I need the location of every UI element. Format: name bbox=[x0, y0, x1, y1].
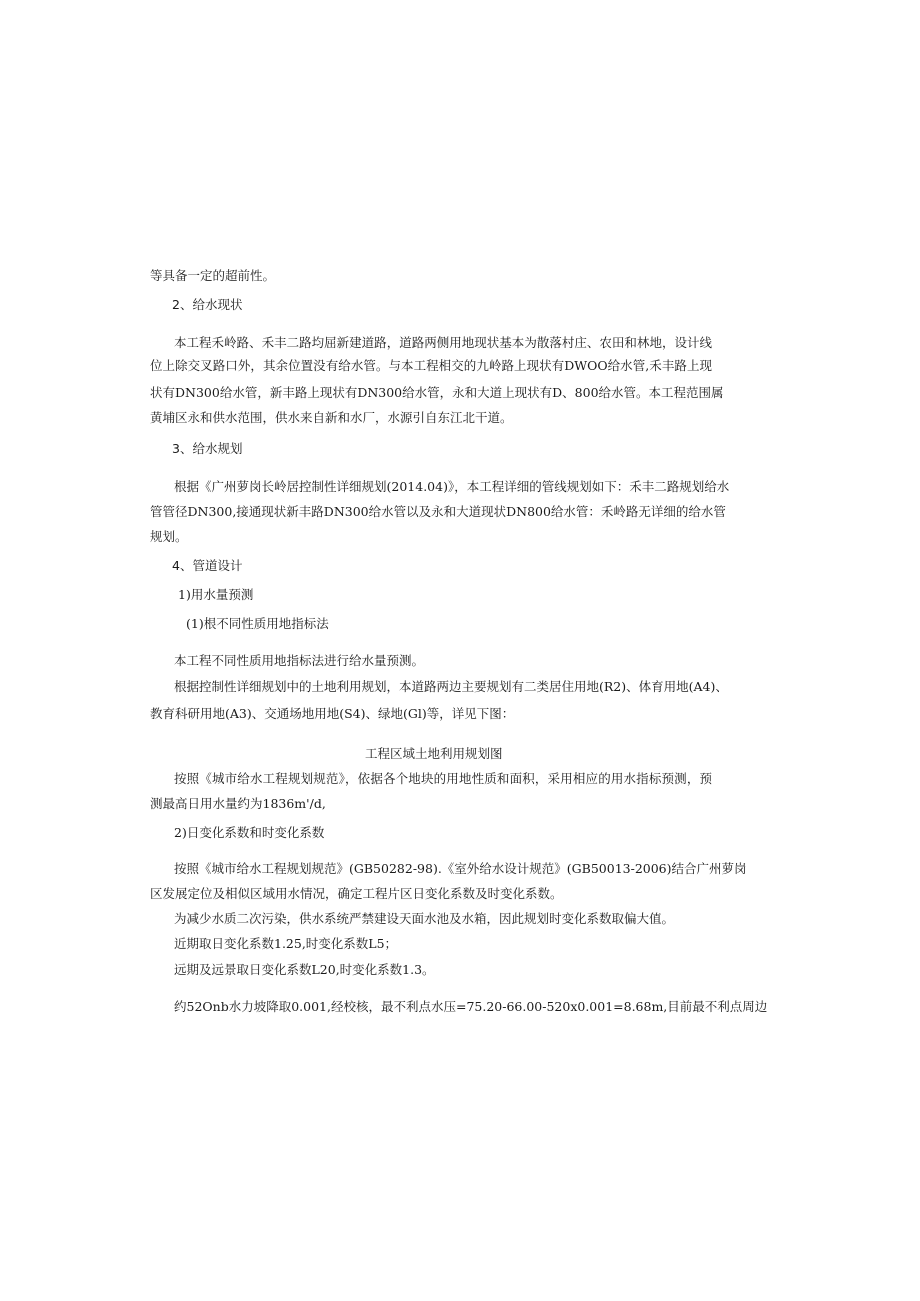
text-line: 远期及远景取日变化系数L20,时变化系数1.3。 bbox=[174, 962, 435, 977]
subsection-heading: 1)用水量预测 bbox=[178, 587, 254, 602]
text-line: 本工程不同性质用地指标法进行给水量预测。 bbox=[174, 653, 425, 668]
section-heading: 3、给水规划 bbox=[172, 441, 243, 456]
text-line: 本工程禾岭路、禾丰二路均屈新建道路，道路两侧用地现状基本为散落村庄、农田和林地，设计线 bbox=[174, 335, 712, 350]
text-line: 等具备一定的超前性。 bbox=[150, 268, 276, 283]
subsection-heading: 2)日变化系数和时变化系数 bbox=[174, 825, 325, 840]
text-line: 区发展定位及相似区域用水情况，确定工程片区日变化系数及时变化系数。 bbox=[150, 886, 563, 901]
text-line: 按照《城市给水工程规划规范》(GB50282-98).《室外给水设计规范》(GB50013-2006)结合广州萝岗 bbox=[174, 861, 747, 876]
text-line: 黄埔区永和供水范围，供水来自新和水厂，水源引自东江北干道。 bbox=[150, 410, 513, 425]
text-line: 位上除交叉路口外，其余位置没有给水管。与本工程相交的九岭路上现状有DWOO给水管,禾丰路上现 bbox=[150, 358, 712, 373]
subsection-heading: (1)根不同性质用地指标法 bbox=[186, 616, 329, 631]
figure-caption: 工程区域土地利用规划图 bbox=[365, 746, 503, 761]
text-line: 为减少水质二次污染，供水系统严禁建设天面水池及水箱，因此规划时变化系数取偏大值。 bbox=[174, 911, 675, 926]
text-line: 近期取日变化系数1.25,时变化系数L5； bbox=[174, 936, 398, 951]
text-line: 按照《城市给水工程规划规范》，依据各个地块的用地性质和面积，采用相应的用水指标预测，预 bbox=[174, 771, 712, 786]
text-line: 规划。 bbox=[150, 529, 188, 544]
text-line: 状有DN300给水管，新丰路上现状有DN300给水管，永和大道上现状有D、800给水管。本工程范围属 bbox=[150, 385, 724, 400]
text-line: 约52Onb水力坡降取0.001,经校核，最不利点水压=75.20-66.00-520x0.001=8.68m,目前最不利点周边 bbox=[174, 999, 768, 1014]
text-line: 管管径DN300,接通现状新丰路DN300给水管以及永和大道现状DN800给水管：禾岭路无详细的给水管 bbox=[150, 504, 726, 519]
section-heading: 4、管道设计 bbox=[172, 558, 243, 573]
text-line: 根据控制性详细规划中的土地利用规划，本道路两边主要规划有二类居住用地(R2)、体育用地(A4)、 bbox=[174, 679, 728, 694]
text-line: 根据《广州萝岗长岭居控制性详细规划(2014.04)》，本工程详细的管线规划如下：禾丰二路规划给水 bbox=[174, 479, 730, 494]
text-line: 教育科研用地(A3)、交通场地用地(S4)、绿地(Gl)等，详见下图： bbox=[150, 706, 515, 721]
text-line: 测最高日用水量约为1836m'/d, bbox=[150, 796, 326, 811]
section-heading: 2、给水现状 bbox=[172, 297, 243, 312]
